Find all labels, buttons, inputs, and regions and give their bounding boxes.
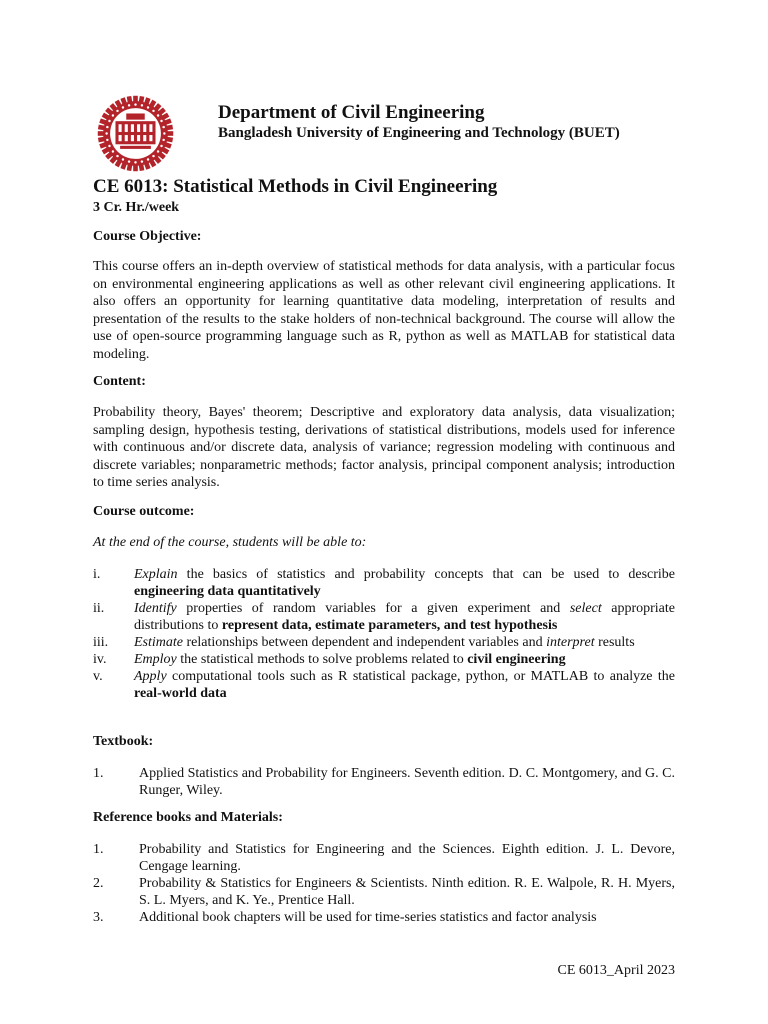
item-bold: engineering data quantitatively <box>134 584 321 599</box>
item-bold: represent data, estimate parameters, and test hypothesis <box>221 618 558 633</box>
textbook-list <box>93 765 675 799</box>
item-bold: real-world data <box>134 686 227 701</box>
list-item <box>93 634 675 651</box>
item-text: results <box>594 635 635 650</box>
item-text: the statistical methods to solve problems related to <box>176 652 468 667</box>
item-verb: Identify <box>134 601 177 616</box>
item-text: appropriate distributions to <box>134 601 675 633</box>
item-number: 3. <box>93 910 104 925</box>
list-item <box>93 909 675 926</box>
item-number: 2. <box>93 876 104 891</box>
item-verb: Explain <box>134 567 178 582</box>
objective-heading: Course Objective: <box>93 229 202 244</box>
buet-logo <box>97 95 174 172</box>
list-item <box>93 566 675 600</box>
list-item <box>93 651 675 668</box>
content-text: Probability theory, Bayes' theorem; Descriptive and exploratory data analysis, data visualization; sampling design, hypothesis testing, derivations of statistical distributions, models used for inference with continuous and/or discrete data, analysis of variance; regression modeling with continuous and discrete variables; nonparametric methods; factor analysis, principal component analysis; introduction to time series analysis. <box>93 405 675 491</box>
item-text: Additional book chapters will be used for time-series statistics and factor analysis <box>139 910 597 925</box>
item-text: Probability and Statistics for Engineering and the Sciences. Eighth edition. J. L. Devore, Cengage learning. <box>139 842 675 874</box>
list-item <box>93 668 675 702</box>
objective-text: This course offers an in-depth overview of statistical methods for data analysis, with a particular focus on environmental engineering applications as well as other relevant civil engineering applications. It also offers an opportunity for learning quantitative data modeling, interpretation of results and presentation of the results to the stake holders of non-technical background. The course will allow the use of open-source programming language such as R, python as well as MATLAB for statistical data modeling. <box>93 259 675 362</box>
logo-graphic <box>98 96 173 171</box>
item-text: computational tools such as R statistical package, python, or MATLAB to analyze the <box>166 669 675 684</box>
item-text: relationships between dependent and independent variables and <box>183 635 547 650</box>
item-bold: civil engineering <box>467 652 566 667</box>
item-number: ii. <box>93 601 105 616</box>
course-title: CE 6013: Statistical Methods in Civil Engineering <box>93 176 498 197</box>
outcome-heading: Course outcome: <box>93 504 195 519</box>
course-credit: 3 Cr. Hr./week <box>93 200 180 215</box>
list-item <box>93 875 675 909</box>
item-verb: Employ <box>134 652 177 667</box>
item-verb: select <box>569 601 602 616</box>
item-number: iii. <box>93 635 109 650</box>
item-verb: interpret <box>546 635 595 650</box>
item-text: the basics of statistics and probability concepts that can be used to describe <box>177 567 675 582</box>
item-number: i. <box>93 567 101 582</box>
outcome-intro: At the end of the course, students will be able to: <box>93 535 367 550</box>
item-number: 1. <box>93 842 104 857</box>
item-number: v. <box>93 669 103 684</box>
textbook-heading: Textbook: <box>93 734 154 749</box>
references-list <box>93 841 675 926</box>
list-item <box>93 600 675 634</box>
item-text: Applied Statistics and Probability for Engineers. Seventh edition. D. C. Montgomery, and G. C. Runger, Wiley. <box>139 766 675 798</box>
item-number: 1. <box>93 766 104 781</box>
university-name: Bangladesh University of Engineering and Technology (BUET) <box>218 125 620 141</box>
item-verb: Apply <box>134 669 167 684</box>
list-item <box>93 841 675 875</box>
content-heading: Content: <box>93 374 146 389</box>
page-footer: CE 6013_April 2023 <box>557 963 675 978</box>
item-verb: Estimate <box>134 635 183 650</box>
item-text: Probability & Statistics for Engineers & Scientists. Ninth edition. R. E. Walpole, R. H. Myers, S. L. Myers, and K. Ye., Prentice Hall. <box>139 876 675 908</box>
list-item <box>93 765 675 799</box>
outcome-list <box>93 566 675 702</box>
references-heading: Reference books and Materials: <box>93 810 283 825</box>
item-number: iv. <box>93 652 107 667</box>
department-name: Department of Civil Engineering <box>218 102 485 123</box>
item-text: properties of random variables for a given experiment and <box>176 601 570 616</box>
